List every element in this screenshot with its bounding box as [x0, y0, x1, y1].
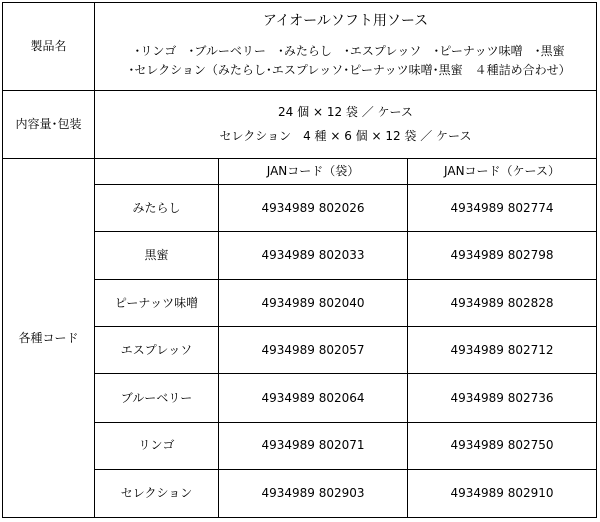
jan-case-code: 4934989 802712	[408, 327, 597, 374]
flavor-list-line-2: ･セレクション（みたらし･エスプレッソ･ピーナッツ味噌･黒蜜 ４種詰め合わせ）	[128, 63, 571, 78]
codes-header-row	[3, 158, 597, 184]
jan-bag-code: 4934989 802026	[219, 184, 408, 231]
product-title: アイオールソフト用ソース	[262, 13, 429, 30]
codes-label: 各種コード	[3, 158, 95, 517]
jan-case-code: 4934989 802750	[408, 422, 597, 469]
contents-label: 内容量･包装	[3, 91, 95, 158]
jan-case-header: JANコード（ケース）	[408, 158, 597, 184]
packaging-line-1: 24 個 × 12 袋 ／ ケース	[278, 105, 413, 120]
packaging-row	[3, 91, 597, 158]
product-name-cell	[95, 3, 597, 91]
flavor-name: 黒蜜	[95, 231, 219, 279]
jan-bag-code: 4934989 802040	[219, 280, 408, 327]
flavor-list-line-1: ･リンゴ ･ブルーベリー ･みたらし ･エスプレッソ ･ピーナッツ味噌 ･黒蜜	[134, 44, 565, 59]
product-name-label: 製品名	[3, 3, 95, 91]
flavor-name: リンゴ	[95, 422, 219, 469]
flavor-name: みたらし	[95, 184, 219, 231]
jan-bag-code: 4934989 802064	[219, 374, 408, 422]
flavor-header-cell	[95, 158, 219, 184]
spec-table	[2, 2, 597, 518]
flavor-name: ピーナッツ味噌	[95, 280, 219, 327]
jan-bag-code: 4934989 802057	[219, 327, 408, 374]
jan-bag-code: 4934989 802033	[219, 231, 408, 279]
jan-case-code: 4934989 802828	[408, 280, 597, 327]
flavor-name: ブルーベリー	[95, 374, 219, 422]
jan-bag-header: JANコード（袋）	[219, 158, 408, 184]
packaging-line-2: セレクション 4 種 × 6 個 × 12 袋 ／ ケース	[219, 129, 472, 144]
jan-case-code: 4934989 802910	[408, 469, 597, 517]
jan-case-code: 4934989 802798	[408, 231, 597, 279]
jan-bag-code: 4934989 802071	[219, 422, 408, 469]
flavor-name: セレクション	[95, 469, 219, 517]
product-spec-sheet	[2, 2, 596, 518]
packaging-cell	[95, 91, 597, 158]
jan-bag-code: 4934989 802903	[219, 469, 408, 517]
jan-case-code: 4934989 802736	[408, 374, 597, 422]
jan-case-code: 4934989 802774	[408, 184, 597, 231]
product-name-row	[3, 3, 597, 91]
flavor-name: エスプレッソ	[95, 327, 219, 374]
